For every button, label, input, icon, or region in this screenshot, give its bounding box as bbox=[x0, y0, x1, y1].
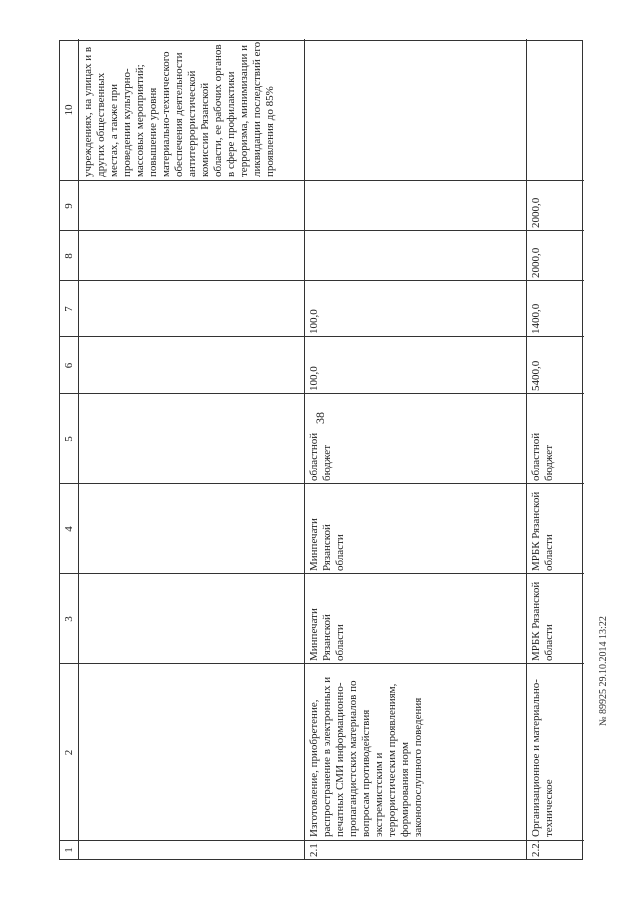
col-header-1: 1 bbox=[63, 847, 75, 853]
row-2-2-col5: областной бюджет bbox=[530, 432, 555, 481]
row-2-2-col3: МРБК Рязанской области bbox=[530, 581, 555, 661]
col-header-10: 10 bbox=[63, 104, 75, 116]
row-2-1-col6: 100,0 bbox=[308, 366, 320, 391]
program-table bbox=[59, 40, 583, 860]
col-header-7: 7 bbox=[63, 306, 75, 312]
continuation-text: учреждениях, на улицах и в других общественных местах, а также при проведении культурно-массовых мероприятий; повышение уровня материально-технического обеспечения деятельности антитеррористической комиссии Рязанской области, ее рабочих органов в сфере профилактики терроризма, минимизации и ликвидации последствий его проявления до 85% bbox=[82, 41, 276, 177]
row-2-1-name: Изготовление, приобретение, распространение в электронных и печатных СМИ информационно-пропагандистских материалов по вопросам противодействия экстремистским и террористическим проявлениям, формирования норм законопослушного поведения bbox=[308, 676, 424, 837]
col-header-5: 5 bbox=[63, 436, 75, 442]
col-header-3: 3 bbox=[63, 616, 75, 622]
row-2-1-number: 2.1 bbox=[308, 843, 320, 857]
document-stamp-footer: № 89925 29.10.2014 13:22 bbox=[598, 616, 609, 726]
col-header-6: 6 bbox=[63, 362, 75, 369]
col-header-9: 9 bbox=[63, 203, 75, 209]
row-2-2-col7: 1400,0 bbox=[530, 303, 542, 334]
row-2-1-col4: Минпечати Рязанской области bbox=[308, 518, 346, 571]
row-2-2-col6: 5400,0 bbox=[530, 360, 542, 391]
row-2-2-name: Организационное и материально-техническое bbox=[530, 679, 555, 837]
row-2-1-col7: 100,0 bbox=[308, 309, 320, 334]
col-header-8: 8 bbox=[63, 253, 75, 259]
col-header-4: 4 bbox=[63, 526, 75, 532]
row-2-1-col5: областной бюджет bbox=[308, 432, 333, 481]
row-2-2-col8: 2000,0 bbox=[530, 247, 542, 278]
page-number: 38 bbox=[313, 412, 327, 424]
row-2-1-col3: Минпечати Рязанской области bbox=[308, 608, 346, 661]
row-2-2-col4: МРБК Рязанской области bbox=[530, 491, 555, 571]
row-2-2-number: 2.2. bbox=[530, 841, 542, 857]
row-2-2-col9: 2000,0 bbox=[530, 197, 542, 228]
col-header-2: 2 bbox=[63, 749, 75, 756]
